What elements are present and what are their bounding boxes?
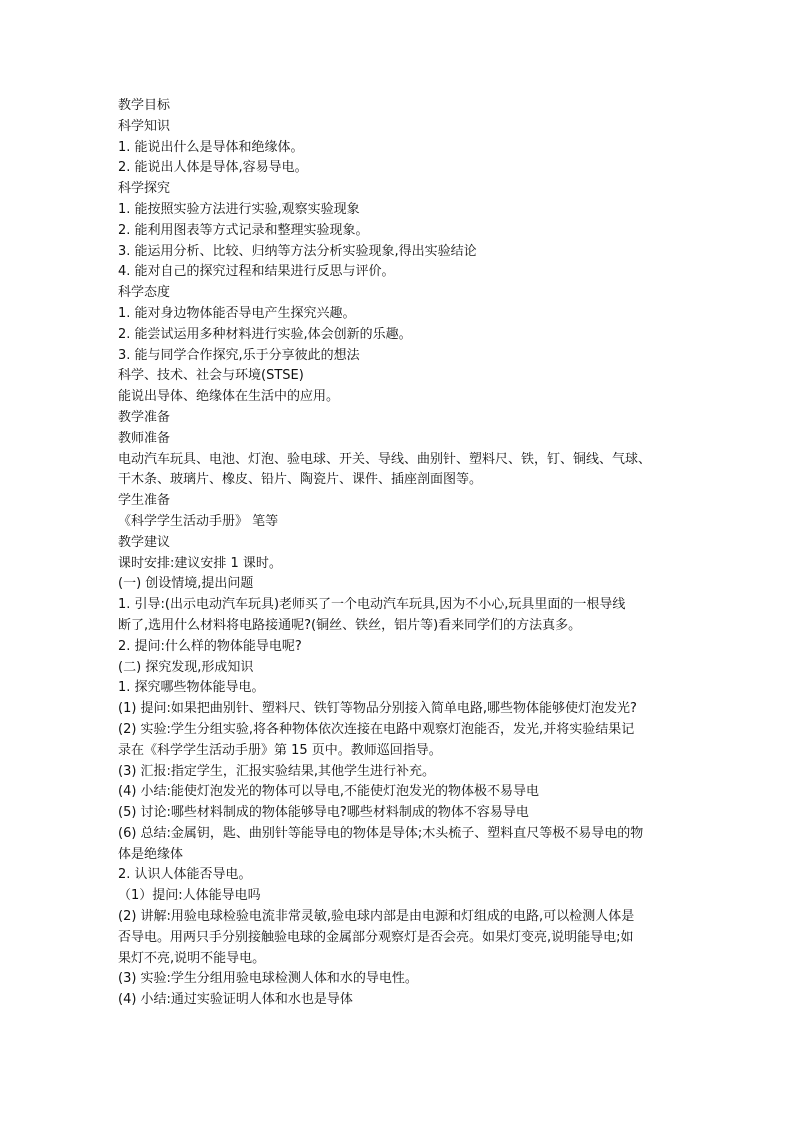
text-line: 科学态度: [118, 285, 171, 301]
text-line: 科学探究: [118, 181, 171, 197]
text-line: 2. 能说出人体是导体,容易导电。: [118, 160, 308, 176]
text-line: (二) 探究发现,形成知识: [118, 659, 254, 675]
text-line: 2. 能利用图表等方式记录和整理实验现象。: [118, 222, 369, 238]
text-line: 1. 引导:(出示电动汽车玩具)老师买了一个电动汽车玩具,因为不小心,玩具里面的一根导线: [118, 597, 626, 613]
text-line: 3. 能与同学合作探究,乐于分享彼此的想法: [118, 347, 360, 363]
text-line: 《科学学生活动手册》 笔等: [118, 513, 279, 529]
text-line: 教师准备: [118, 430, 171, 446]
text-line: 断了,选用什么材料将电路接通呢?(铜丝、铁丝，铝片等)看来同学们的方法真多。: [118, 617, 582, 633]
text-line: 录在《科学学生活动手册》第 15 页中。教师巡回指导。: [118, 742, 442, 758]
text-line: 电动汽车玩具、电池、灯泡、验电球、开关、导线、曲别针、塑料尺、铁，钉、铜线、气球、: [118, 451, 652, 467]
text-line: 科学知识: [118, 118, 171, 134]
text-line: 1. 能按照实验方法进行实验,观察实验现象: [118, 201, 360, 217]
text-line: 学生准备: [118, 493, 171, 509]
text-line: (2) 讲解:用验电球检验电流非常灵敏,验电球内部是由电源和灯组成的电路,可以检测人体是: [118, 909, 635, 925]
text-line: 1. 能说出什么是导体和绝缘体。: [118, 139, 304, 155]
text-line: (4) 小结:能使灯泡发光的物体可以导电,不能使灯泡发光的物体极不易导电: [118, 784, 540, 800]
text-line: 否导电。用两只手分别接触验电球的金属部分观察灯是否会亮。如果灯变亮,说明能导电;如: [118, 929, 634, 945]
text-line: 教学目标: [118, 98, 171, 113]
text-line: (3) 实验:学生分组用验电球检测人体和水的导电性。: [118, 971, 418, 987]
text-line: 1. 能对身边物体能否导电产生探究兴趣。: [118, 305, 356, 321]
text-line: 干木条、玻璃片、橡皮、铅片、陶瓷片、课件、插座剖面图等。: [118, 472, 483, 488]
text-line: 果灯不亮,说明不能导电。: [118, 950, 266, 966]
text-line: 教学建议: [118, 534, 171, 550]
text-line: （1）提问:人体能导电吗: [118, 888, 261, 904]
text-line: 2. 提问:什么样的物体能导电呢?: [118, 638, 302, 654]
text-line: (4) 小结:通过实验证明人体和水也是导体: [118, 992, 353, 1008]
text-line: 课时安排:建议安排 1 课时。: [118, 555, 282, 571]
text-line: 4. 能对自己的探究过程和结果进行反思与评价。: [118, 264, 395, 280]
text-line: 1. 探究哪些物体能导电。: [118, 680, 265, 696]
text-line: (1) 提问:如果把曲别针、塑料尺、铁钉等物品分别接入简单电路,哪些物体能够使灯泡发光?: [118, 701, 637, 717]
text-line: 教学准备: [118, 409, 171, 425]
text-line: (5) 讨论:哪些材料制成的物体能够导电?哪些材料制成的物体不容易导电: [118, 805, 529, 821]
text-line: (2) 实验:学生分组实验,将各种物体依次连接在电路中观察灯泡能否，发光,并将实验结果记: [118, 721, 635, 737]
document-body: [118, 96, 678, 1011]
text-line: 2. 认识人体能否导电。: [118, 867, 252, 883]
text-line: 科学、技术、社会与环境(STSE): [118, 368, 304, 384]
text-line: 3. 能运用分析、比较、归纳等方法分析实验现象,得出实验结论: [118, 243, 477, 259]
text-line: 能说出导体、绝缘体在生活中的应用。: [118, 389, 340, 405]
text-line: (一) 创设情境,提出问题: [118, 576, 254, 592]
text-line: 体是绝缘体: [118, 846, 184, 862]
text-line: (3) 汇报:指定学生，汇报实验结果,其他学生进行补充。: [118, 763, 436, 779]
text-line: 2. 能尝试运用多种材料进行实验,体会创新的乐趣。: [118, 326, 412, 342]
text-line: (6) 总结:金属钥，匙、曲别针等能导电的物体是导体;木头梳子、塑料直尺等极不易导电的物: [118, 825, 644, 841]
